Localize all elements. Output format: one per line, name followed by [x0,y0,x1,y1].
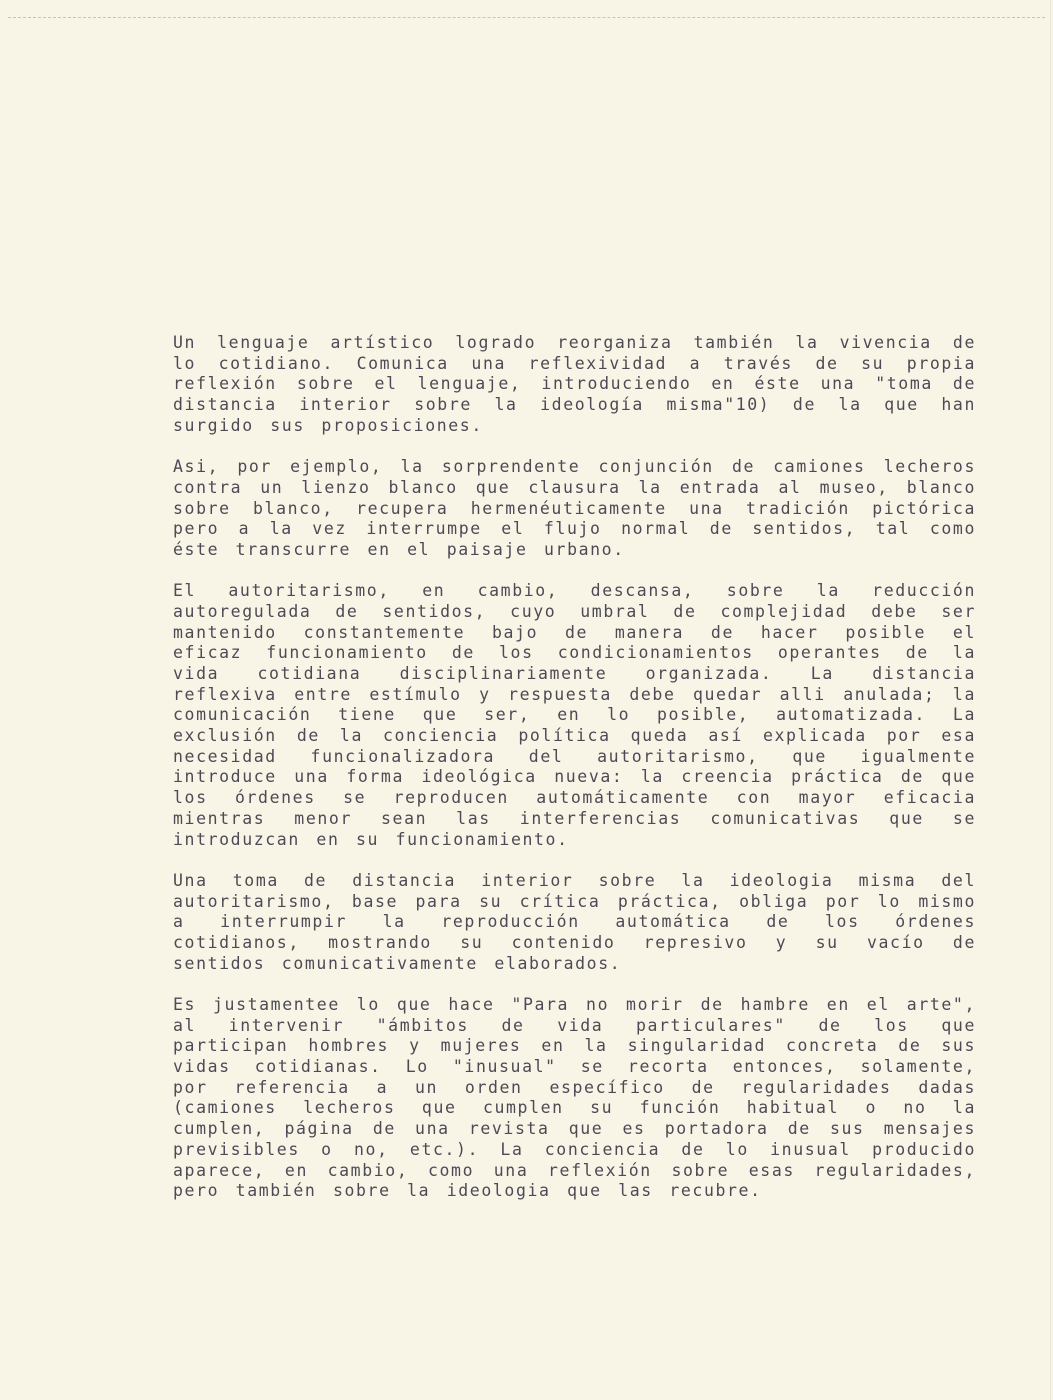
paragraph-4 [173,871,976,974]
paragraph-1 [173,333,976,436]
text-line: El autoritarismo, en cambio, descansa, sobre la reducción [173,581,976,601]
paragraph-3 [173,581,976,850]
text-line: participan hombres y mujeres en la singularidad concreta de sus [173,1036,976,1056]
text-line: sobre blanco, recupera hermenéuticamente una tradición pictórica [173,498,976,518]
text-line: Es justamentee lo que hace "Para no morir de hambre en el arte", [173,995,976,1014]
text-line: lo cotidiano. Comunica una reflexividad a través de su propia [173,353,976,373]
text-line: contra un lienzo blanco que clausura la entrada al museo, blanco [173,477,976,497]
text-line: a interrumpir la reproducción automática de los órdenes [173,912,976,932]
text-line: reflexiva entre estímulo y respuesta debe quedar alli anulada; la [173,684,976,704]
text-line: comunicación tiene que ser, en lo posible, automatizada. La [173,705,976,725]
text-line: pero también sobre la ideologia que las recubre. [173,1181,762,1201]
text-line: eficaz funcionamiento de los condicionamientos operantes de la [173,643,976,663]
text-line: Asi, por ejemplo, la sorprendente conjunción de camiones lecheros [173,457,976,477]
text-line: éste transcurre en el paisaje urbano. [173,539,625,559]
paragraph-2 [173,457,976,560]
text-line: pero a la vez interrumpe el flujo normal de sentidos, tal como [173,519,976,539]
text-line: introduce una forma ideológica nueva: la creencia práctica de que [173,767,976,787]
text-line: cotidianos, mostrando su contenido represivo y su vacío de [173,932,976,952]
text-line: vidas cotidianas. Lo "inusual" se recorta entonces, solamente, [173,1057,976,1077]
text-line: surgido sus proposiciones. [173,415,483,435]
text-line: aparece, en cambio, como una reflexión sobre esas regularidades, [173,1160,976,1180]
text-line: introduzcan en su funcionamiento. [173,829,569,849]
text-line: Un lenguaje artístico logrado reorganiza también la vivencia de [173,333,976,352]
text-line: sentidos comunicativamente elaborados. [173,953,622,973]
text-line: exclusión de la conciencia política queda así explicada por esa [173,726,976,746]
text-line: (camiones lecheros que cumplen su función habitual o no la [173,1098,976,1118]
typewritten-text-body [173,333,976,1223]
text-line: los órdenes se reproducen automáticamente con mayor eficacia [173,788,976,808]
text-line: Una toma de distancia interior sobre la ideologia misma del [173,870,976,890]
text-line: autoritarismo, base para su crítica práctica, obliga por lo mismo [173,891,976,911]
text-line: mantenido constantemente bajo de manera de hacer posible el [173,622,976,642]
text-line: distancia interior sobre la ideología misma"10) de la que han [173,395,976,415]
text-line: previsibles o no, etc.). La conciencia de lo inusual producido [173,1139,976,1159]
text-line: mientras menor sean las interferencias comunicativas que se [173,808,976,828]
paragraph-5 [173,995,976,1202]
page-top-edge [8,17,1045,18]
text-line: cumplen, página de una revista que es portadora de sus mensajes [173,1119,976,1139]
text-line: por referencia a un orden específico de regularidades dadas [173,1077,976,1097]
text-line: autoregulada de sentidos, cuyo umbral de complejidad debe ser [173,601,976,621]
text-line: al intervenir "ámbitos de vida particulares" de los que [173,1015,976,1035]
text-line: vida cotidiana disciplinariamente organizada. La distancia [173,664,976,683]
text-line: necesidad funcionalizadora del autoritarismo, que igualmente [173,746,976,766]
page-right-edge [1050,0,1051,1400]
text-line: reflexión sobre el lenguaje, introduciendo en éste una "toma de [173,374,976,394]
